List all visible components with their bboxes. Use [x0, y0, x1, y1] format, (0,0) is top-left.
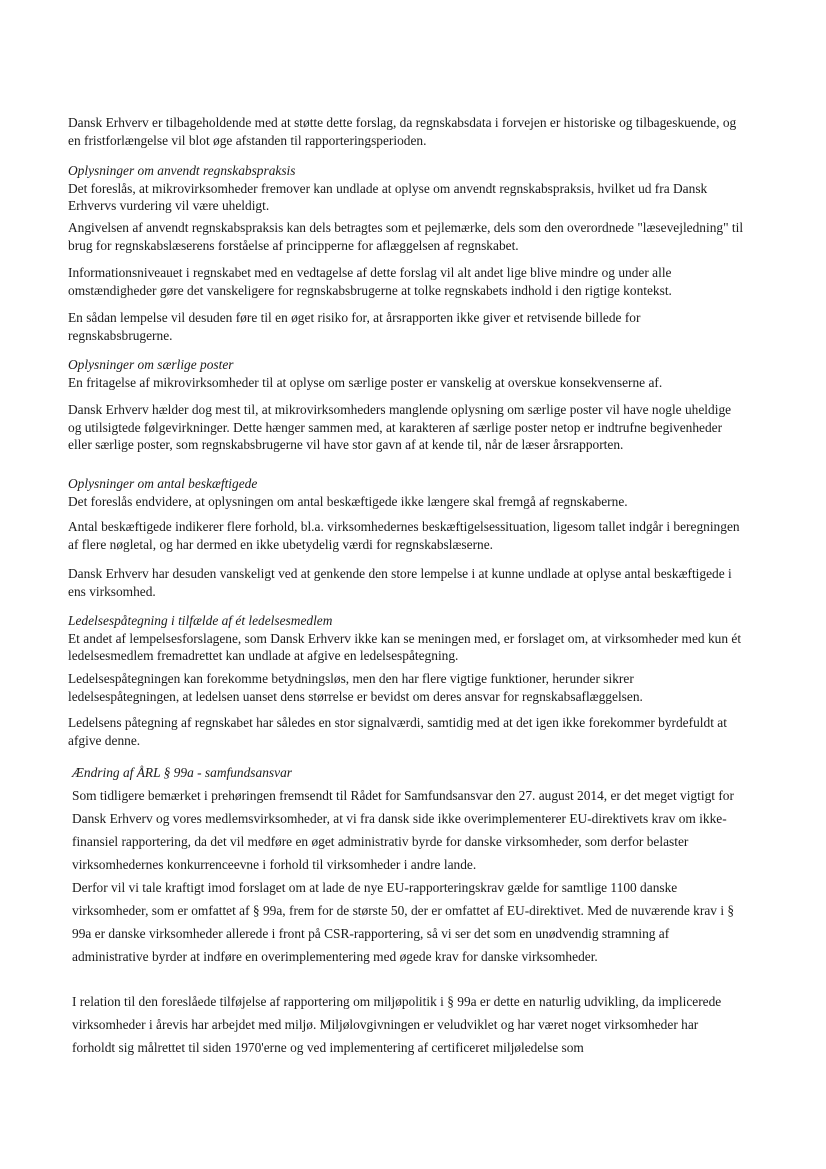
- paragraph: Derfor vil vi tale kraftigt imod forslaget om at lade de nye EU-rapporteringskrav gælde for samtlige 1100 danske virksomheder, som er omfattet af § 99a, frem for de største 50, der er omfattet af EU-direktivet. Med de nuværende krav i § 99a er danske virksomheder allerede i front på CSR-rapportering, så vi ser det som en unødvendig stramning af administrative byrder at indføre en overimplementering med øgede krav for danske virksomheder.: [72, 880, 735, 964]
- paragraph: Antal beskæftigede indikerer flere forhold, bl.a. virksomhedernes beskæftigelsessituation, ligesom tallet indgår i beregningen af flere nøgletal, og har dermed en ikke ubetydelig værdi for regnskabslæserne.: [68, 519, 740, 552]
- section-heading: Ændring af ÅRL § 99a - samfundsansvar: [72, 765, 292, 780]
- paragraph: Et andet af lempelsesforslagene, som Dansk Erhverv ikke kan se meningen med, er forslaget om, at virksomheder med kun ét ledelsesmedlem fremadrettet kan undlade at afgive en ledelsespåtegning.: [68, 630, 742, 663]
- paragraph: I relation til den foreslåede tilføjelse af rapportering om miljøpolitik i § 99a er dette en naturlig udvikling, da implicerede virksomheder i årevis har arbejdet med miljø. Miljølovgivningen er veludviklet og har været noget virksomheder har forholdt sig målrettet til siden 1970'erne og ved implementering af certificeret miljøledelse som: [72, 994, 722, 1055]
- intro-paragraph: Dansk Erhverv er tilbageholdende med at støtte dette forslag, da regnskabsdata i forvejen er historiske og tilbageskuende, og en fristforlængelse vil blot øge afstanden til rapporteringsperioden.: [68, 115, 737, 148]
- paragraph: Som tidligere bemærket i prehøringen fremsendt til Rådet for Samfundsansvar den 27. august 2014, er det meget vigtigt for Dansk Erhverv og vores medlemsvirksomheder, at vi fra dansk side ikke overimplementerer EU-direktivets krav om ikke-finansiel rapportering, da det vil medføre en øget administrativ byrde for danske virksomheder, som derfor belaster virksomhedernes konkurrenceevne i forhold til virksomheder i andre lande.: [72, 788, 734, 872]
- paragraph: Informationsniveauet i regnskabet med en vedtagelse af dette forslag vil alt andet lige blive mindre og under alle omstændigheder gøre det vanskeligere for regnskabsbrugerne at tolke regnskabets indhold i den rigtige kontekst.: [68, 265, 672, 298]
- section-anvendt-regnskabspraksis: [68, 162, 744, 215]
- section-heading: Oplysninger om anvendt regnskabspraksis: [68, 163, 296, 178]
- section-ledelsespaategning: [68, 612, 744, 665]
- section-heading: Oplysninger om antal beskæftigede: [68, 476, 258, 491]
- paragraph: En sådan lempelse vil desuden føre til en øget risiko for, at årsrapporten ikke giver et retvisende billede for regnskabsbrugerne.: [68, 310, 641, 343]
- paragraph: Dansk Erhverv hælder dog mest til, at mikrovirksomheders manglende oplysning om særlige poster vil have nogle uheldige og utilsigtede følgevirkninger. Dette hænger sammen med, at karakteren af særlige poster netop er indtrufne begivenheder eller særlige poster, som regnskabsbrugerne vil have stor gavn af at kende til, når de læser årsrapporten.: [68, 402, 732, 452]
- section-aendring-aarl-99a: [72, 761, 740, 876]
- paragraph: Ledelsens påtegning af regnskabet har således en stor signalværdi, samtidig med at det igen ikke forekommer byrdefuldt at afgive denne.: [68, 715, 727, 748]
- paragraph: Dansk Erhverv har desuden vanskeligt ved at genkende den store lempelse i at kunne undlade at oplyse antal beskæftigede i ens virksomhed.: [68, 566, 732, 599]
- paragraph: Angivelsen af anvendt regnskabspraksis kan dels betragtes som et pejlemærke, dels som den overordnede "læsevejledning" til brug for regnskabslæserens forståelse af principperne for aflæggelsen af regnskabet.: [68, 220, 744, 253]
- paragraph: Det foreslås endvidere, at oplysningen om antal beskæftigede ikke længere skal fremgå af regnskaberne.: [68, 493, 628, 509]
- paragraph: Ledelsespåtegningen kan forekomme betydningsløs, men den har flere vigtige funktioner, herunder sikrer ledelsespåtegningen, at ledelsen uanset dens størrelse er bevidst om deres ansvar for regnskabsaflæggelsen.: [68, 671, 643, 704]
- section-saerlige-poster: [68, 356, 744, 391]
- section-heading: Ledelsespåtegning i tilfælde af ét ledelsesmedlem: [68, 613, 333, 628]
- section-heading: Oplysninger om særlige poster: [68, 357, 234, 372]
- section-antal-beskaeftigede: [68, 475, 744, 510]
- paragraph: Det foreslås, at mikrovirksomheder fremover kan undlade at oplyse om anvendt regnskabspraksis, hvilket ud fra Dansk Erhvervs vurdering vil være uheldigt.: [68, 180, 708, 213]
- paragraph: En fritagelse af mikrovirksomheder til at oplyse om særlige poster er vanskelig at overskue konsekvenserne af.: [68, 374, 663, 390]
